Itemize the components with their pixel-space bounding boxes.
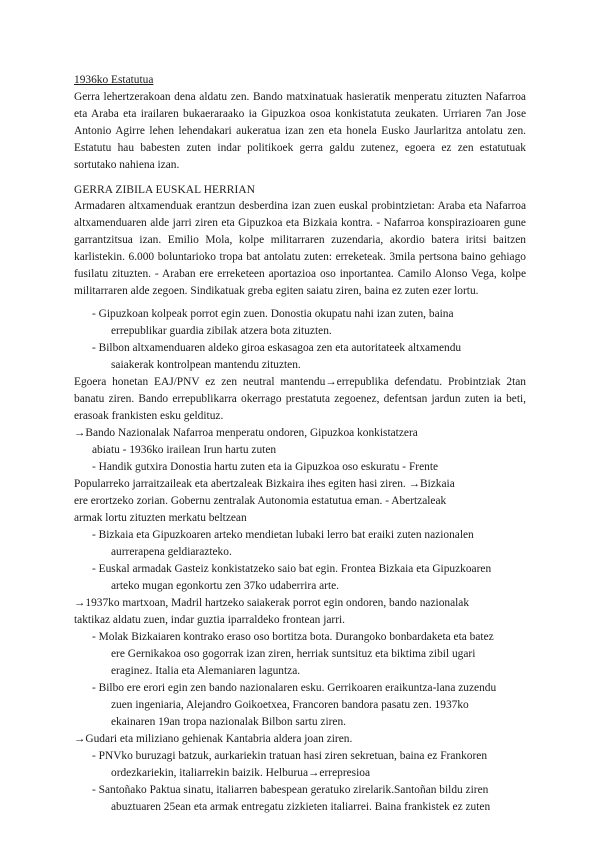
bullet-gipuzkoa-line1: - Gipuzkoan kolpeak porrot egin zuen. Donostia okupatu nahi izan zuten, baina	[92, 308, 454, 320]
arrow-1937-line1: →1937ko martxoan, Madril hartzeko saiakerak porrot egin ondoren, bando nazionalak	[74, 597, 470, 609]
arrow-bando-nazionala-line1: →Bando Nazionalak Nafarroa menperatu ondoren, Gipuzkoa konkistatzera	[74, 427, 418, 439]
bullet-gipuzkoa-line2: errepublikar guardia zibilak atzera bota zituzten.	[111, 325, 332, 337]
section-title-estatutua: 1936ko Estatutua	[74, 74, 154, 86]
bullet-lubaki-line2: aurrerapena geldiarazteko.	[111, 546, 232, 558]
egoera-paragraph: Egoera honetan EAJ/PNV ez zen neutral mantendu→errepublika defendatu. Probintziak 2tan banatu ziren. Bando errepublikarra okerrago prestatuta zegoenez, defentsan jardun zuten ia beti, erasoak frankisten esku geldituz.	[74, 376, 526, 422]
bullet-pnv-line2: ordezkariekin, italiarrekin baizik. Helburua→errepresioa	[111, 767, 371, 779]
arrow-bando-nazionala-line5: ere erortzeko zorian. Gobernu zentralak Autonomia estatutua eman. - Abertzaleak	[74, 495, 447, 507]
bullet-bilbo-erori-line1: - Bilbo ere erori egin zen bando nazionalaren esku. Gerrikoaren eraikuntza-lana zuzendu	[92, 682, 497, 694]
bullet-mola-line1: - Molak Bizkaiaren kontrako eraso oso bortitza bota. Durangoko bonbardaketa eta batez	[92, 631, 494, 643]
arrow-1937-line2: taktikaz aldatu zuen, indar guztia iparraldeko frontean jarri.	[74, 614, 346, 626]
arrow-bando-nazionala-line6: armak lortu zituzten merkatu beltzean	[74, 512, 247, 524]
bullet-bilbo-erori-line2: zuen ingeniaria, Alejandro Goikoetxea, Francoren bandora pasatu zen. 1937ko	[111, 699, 469, 711]
bullet-bilbo-line1: - Bilbon altxamenduaren aldeko giroa eskasagoa zen eta autoritateek altxamendu	[92, 342, 462, 354]
bullet-mola-line2: ere Gernikakoa oso gogorrak izan ziren, herriak suntsituz eta biktima zibil ugari	[111, 648, 476, 660]
estatutua-paragraph: Gerra lehertzerakoan dena aldatu zen. Bando matxinatuak hasieratik menperatu zituzten Nafarroa eta Araba eta irailaren bukaeraraako ia Gipuzkoa osoa konkistatuta zeukaten. Urriaren 7an Jose Antonio Agirre lehen lehendakari aukeratua izan zen eta honela Eusko Jaurlaritza antolatu zen. Estatutu hau babesten zuten indar politikoek gerra galdu zutenez, egoera ez zen estatutuak sortutako nahiena izan.	[74, 91, 526, 171]
arrow-bando-nazionala-line3: - Handik gutxira Donostia hartu zuten eta ia Gipuzkoa oso eskuratu - Frente	[92, 461, 439, 473]
arrow-gudari: →Gudari eta miliziano gehienak Kantabria aldera joan ziren.	[74, 733, 353, 745]
bullet-lubaki-line1: - Bizkaia eta Gipuzkoaren arteko mendietan lubaki lerro bat eraiki zuten nazionalen	[92, 529, 474, 541]
bullet-santona-line2: abuztuaren 25ean eta armak entregatu zizkieten italiarrei. Baina frankistek ez zuten	[111, 801, 491, 813]
section-title-gerra-zibila: GERRA ZIBILA EUSKAL HERRIAN	[74, 184, 256, 196]
bullet-bilbo-line2: saiakerak kontrolpean mantendu zituzten.	[111, 359, 301, 371]
bullet-santona-line1: - Santoñako Paktua sinatu, italiarren babespean geratuko zirelarik.Santoñan bildu ziren	[92, 784, 489, 796]
bullet-pnv-line1: - PNVko buruzagi batzuk, aurkariekin tratuan hasi ziren sekretuan, baina ez Frankoren	[92, 750, 488, 762]
intro-paragraph: Armadaren altxamenduak erantzun desberdina izan zuen euskal probintzietan: Araba eta Nafarroa altxamenduaren alde jarri ziren eta Gipuzkoa eta Bizkaia kontra. - Nafarroa konspirazioaren gune garrantzitsua izan. Emilio Mola, kolpe militarraren zuzendaria, akordio batera iritsi baitzen karlistekin. 6.000 boluntarioko tropa bat antolatu zuten: erreketeak. 3mila pertsona baino gehiago fusilatu zituzten. - Araban ere erreketeen aportazioa oso inportantea. Camilo Alonso Vega, kolpe militarraren alde zegoen. Sindikatuak greba egiten saiatu ziren, baina ez zuten ezer lortu.	[74, 200, 526, 297]
bullet-mola-line3: eraginez. Italia eta Alemaniaren laguntza.	[111, 665, 301, 677]
bullet-gasteiz-line1: - Euskal armadak Gasteiz konkistatzeko saio bat egin. Frontea Bizkaia eta Gipuzkoaren	[92, 563, 492, 575]
arrow-bando-nazionala-line4: Popularreko jarraitzaileak eta abertzaleak Bizkaira ihes egiten hasi ziren. →Bizkaia	[74, 478, 455, 490]
bullet-gasteiz-line2: arteko mugan egonkortu zen 37ko udaberrira arte.	[111, 580, 340, 592]
arrow-bando-nazionala-line2: abiatu - 1936ko irailean Irun hartu zuten	[92, 444, 277, 456]
bullet-bilbo-erori-line3: ekainaren 19an tropa nazionalak Bilbon sartu ziren.	[111, 716, 346, 728]
